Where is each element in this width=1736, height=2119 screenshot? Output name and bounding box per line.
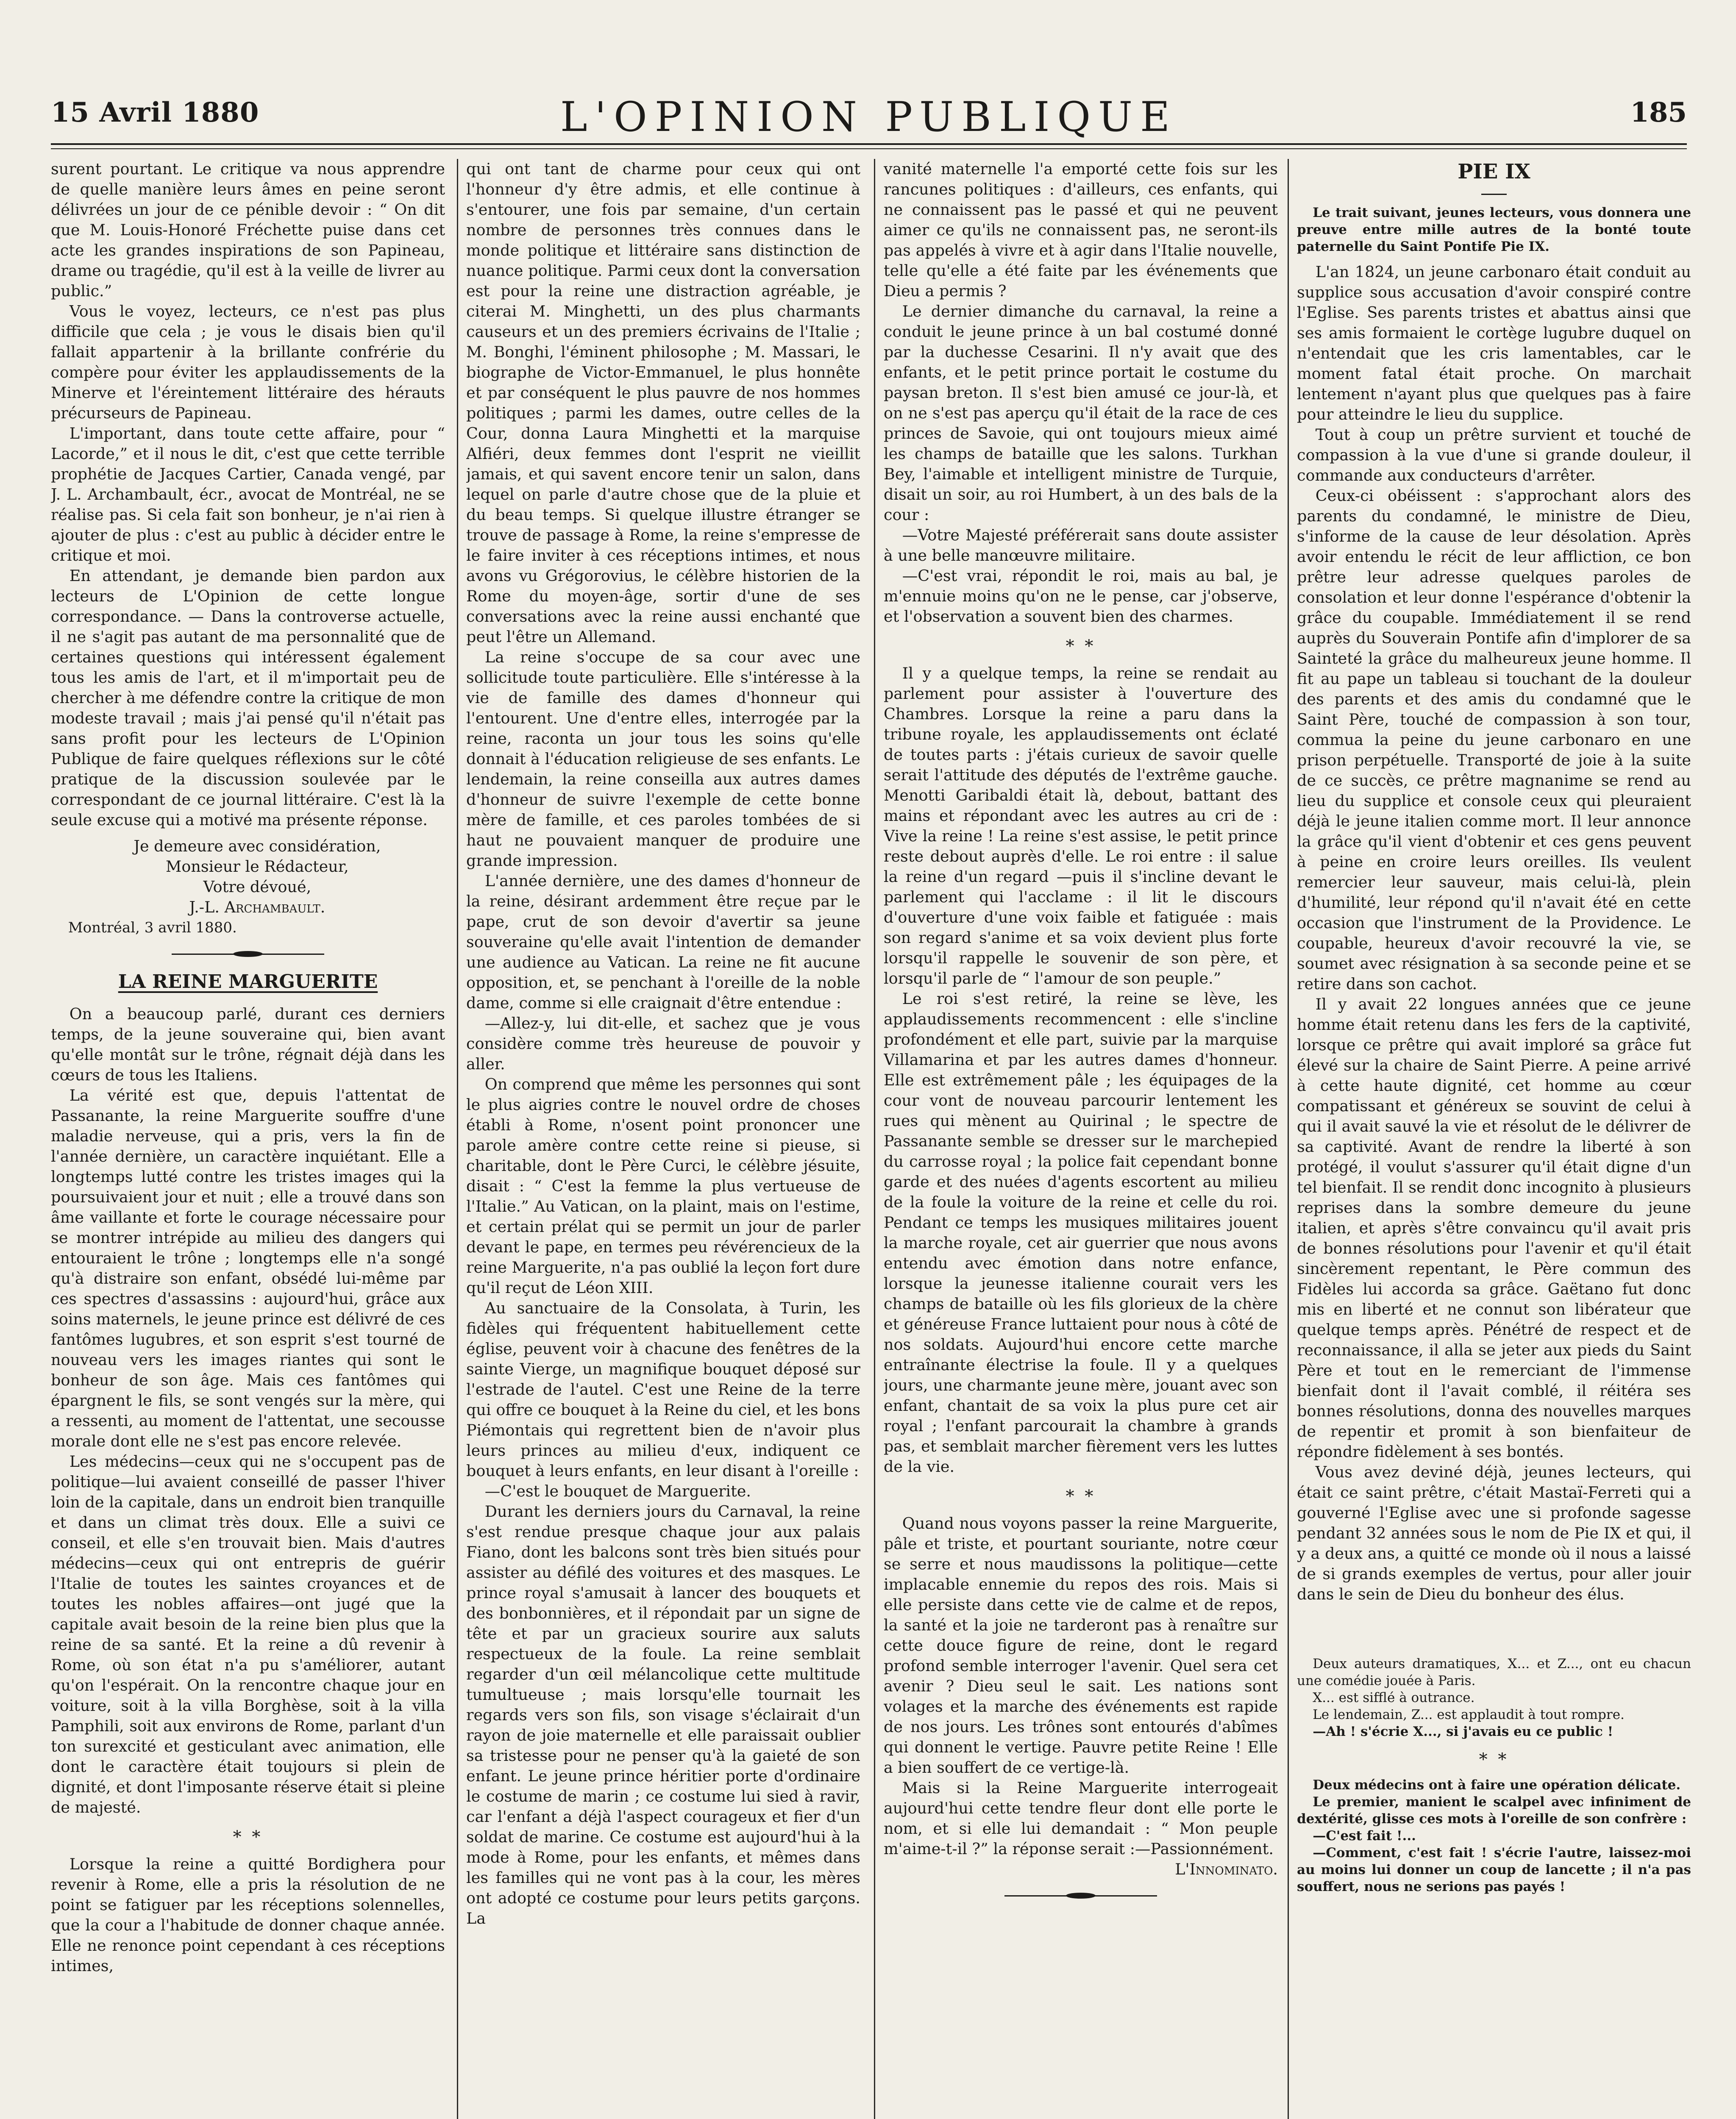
paragraph: —Comment, c'est fait ! s'écrie l'autre, laissez-moi au moins lui donner un coup de lancette ; il n'a pas souffert, nous ne serions pas payés ! [1297, 1845, 1691, 1894]
paragraph: —C'est fait !... [1313, 1828, 1416, 1844]
column-divider-3 [1288, 159, 1289, 2119]
asterism: * * [233, 1827, 263, 1847]
section-ornament [172, 951, 324, 957]
spacer [1297, 1605, 1691, 1655]
signature: J.-L. Archambault. [189, 898, 326, 916]
masthead [51, 89, 1687, 140]
paragraph: L'année dernière, une des dames d'honneur de la reine, désirant ardemment être reçue par le pape, crut de son devoir d'avertir sa jeune souveraine qu'elle avait l'intention de demander une audience au Vatican. La reine ne fit aucune opposition, et, se penchant à l'oreille de la noble dame, comme si elle craignait d'être entendue : [466, 872, 860, 1012]
paragraph: Au sanctuaire de la Consolata, à Turin, les fidèles qui fréquentent habituellement cette église, peuvent voir à chacune des fenêtres de la sainte Vierge, un magnifique bouquet déposé sur l'estrade de l'autel. C'est une Reine de la terre qui offre ce bouquet à la Reine du ciel, et les bons Piémontais qui regrettent bien de n'avoir plus leurs princes au milieu d'eux, indiquent ce bouquet à leurs enfants, en leur disant à l'oreille : [466, 1299, 860, 1480]
paragraph: vanité maternelle l'a emporté cette fois sur les rancunes politiques : d'ailleurs, ces enfants, qui ne connaissent pas le passé et qui ne peuvent aimer ce qu'ils ne connaissent pas, ne seront-ils pas appelés à vivre et à agir dans l'Italie nouvelle, telle qu'elle a été faite par les événements que Dieu a permis ? [884, 160, 1278, 300]
section-ornament [1004, 1892, 1157, 1899]
header-rule-top [51, 143, 1687, 145]
heading-rule [1481, 194, 1507, 195]
header-rule-bottom [51, 148, 1687, 149]
column-divider-1 [457, 159, 458, 2119]
paragraph: La vérité est que, depuis l'attentat de Passanante, la reine Marguerite souffre d'une maladie nerveuse, qui a pris, vers la fin de l'année dernière, un caractère inquiétant. Elle a longtemps lutté contre les tristes images qui la poursuivaient jour et nuit ; elle a trouvé dans son âme vaillante et forte le courage nécessaire pour se montrer intrépide au milieu des dangers qui entouraient le trône ; longtemps elle n'a songé qu'à distraire son enfant, obsédé lui-même par ces spectres d'assassins : aujourd'hui, grâce aux soins maternels, le jeune prince est délivré de ces fantômes lugubres, et son esprit s'est tourné de nouveau vers les images riantes qui sont le bonheur de son âge. Mais ces fantômes qui épargnent le fils, se sont vengés sur la mère, qui a ressenti, au moment de l'attentat, une secousse morale dont elle ne s'est pas encore relevée. [51, 1086, 445, 1450]
paragraph: Quand nous voyons passer la reine Marguerite, pâle et triste, et pourtant souriante, notre cœur se serre et nous maudissons la politique—cette implacable ennemie du repos des rois. Mais si elle persiste dans cette vie de calme et de repos, la santé et la joie ne tarderont pas à renaître sur cette douce figure de reine, dont le regard profond semble interroger l'avenir. Quel sera cet avenir ? Dieu seul le sait. Les nations sont volages et la marche des événements est rapide de nos jours. Les trônes sont entourés d'abîmes qui donnent le vertige. Pauvre petite Reine ! Elle a bien souffert de ce vertige-là. [884, 1514, 1278, 1777]
column-divider-2 [874, 159, 875, 2119]
paragraph: —C'est vrai, répondit le roi, mais au bal, je m'ennuie moins qu'on ne le pense, car j'observe, et l'observation a souvent bien des charmes. [884, 567, 1278, 626]
paragraph: Les médecins—ceux qui ne s'occupent pas de politique—lui avaient conseillé de passer l'hiver loin de la capitale, dans un endroit bien tranquille et dans un climat très doux. Elle a suivi ce conseil, et elle s'en trouvait bien. Mais d'autres médecins—ceux qui ont entrepris de guérir l'Italie de toutes les saintes croyances et de toutes les nobles affaires—ont jugé que la capitale avait besoin de la reine bien plus que la reine de sa santé. Et la reine a dû revenir à Rome, où son état n'a pu s'améliorer, autant qu'on l'espérait. On la rencontre chaque jour en voiture, soit à la villa Borghèse, soit à la villa Pamphili, soit aux environs de Rome, parlant d'un ton surexcité et gesticulant avec animation, elle dont le caractère était toujours si plein de dignité, et dont l'imposante réserve était si pleine de majesté. [51, 1452, 445, 1816]
article-heading: LA REINE MARGUERITE [118, 971, 378, 993]
paragraph: La reine s'occupe de sa cour avec une sollicitude toute particulière. Elle s'intéresse à la vie de famille des dames d'honneur qui l'entourent. Une d'entre elles, interrogée par la reine, raconta un jour tous les soins qu'elle donnait à l'éducation religieuse de ses enfants. Le lendemain, la reine conseilla aux autres dames d'honneur de suivre l'exemple de cette bonne mère de famille, et ces paroles tombées de si haut ne pouvaient manquer de produire une grande impression. [466, 648, 860, 870]
article-heading: PIE IX [1458, 160, 1530, 184]
paragraph: Deux auteurs dramatiques, X... et Z..., ont eu chacun une comédie jouée à Paris. [1297, 1656, 1691, 1688]
signature: L'Innominato. [1175, 1860, 1278, 1878]
paragraph: —Ah ! s'écrie X..., si j'avais eu ce public ! [1313, 1724, 1614, 1739]
anecdote-1 [1297, 1655, 1691, 1740]
paragraph: surent pourtant. Le critique va nous apprendre de quelle manière leurs âmes en peine seront délivrées un jour de ce pénible devoir : “ On dit que M. Louis-Honoré Fréchette puise dans cet acte les grandes inspirations de son Papineau, drame ou tragédie, qu'il est à la veille de livrer au public.” [51, 160, 445, 300]
intro-paragraph: Le trait suivant, jeunes lecteurs, vous donnera une preuve entre mille autres de la bonté toute paternelle du Saint Pontife Pie IX. [1297, 205, 1691, 254]
asterism: * * [1066, 1487, 1096, 1506]
paragraph: On a beaucoup parlé, durant ces derniers temps, de la jeune souveraine qui, bien avant qu'elle montât sur le trône, régnait déjà dans les cœurs de tous les Italiens. [51, 1005, 445, 1084]
paragraph: Mais si la Reine Marguerite interrogeait aujourd'hui cette tendre fleur dont elle porte le nom, et si elle lui demandait : “ Mon peuple m'aime-t-il ?” la réponse serait :—Passionnément. [884, 1779, 1278, 1858]
closing-line: Monsieur le Rédacteur, [166, 857, 349, 876]
paragraph: Le lendemain, Z... est applaudit à tout rompre. [1313, 1707, 1625, 1722]
paragraph: Durant les derniers jours du Carnaval, la reine s'est rendue presque chaque jour aux palais Fiano, dont les balcons sont très bien situés pour assister au défilé des voitures et des masques. Le prince royal s'amusait à lancer des bouquets et des bonbonnières, et il répondait par un signe de tête et par un gracieux sourire aux saluts respectueux de la foule. La reine semblait regarder d'un œil mélancolique cette multitude tumultueuse ; mais lorsqu'elle tournait les regards vers son fils, son visage s'éclairait d'un rayon de joie maternelle et elle paraissait oublier sa tristesse pour ne penser qu'à la gaieté de son enfant. Le jeune prince héritier porte d'ordinaire le costume de marin ; ce costume lui sied à ravir, car l'enfant a déjà l'aspect courageux et fier d'un soldat de marine. Ce costume est aujourd'hui à la mode à Rome, pour les enfants, et mêmes dans les familles qui ne vont pas à la cour, les mères ont adopté ce costume pour leurs petits garçons. La [466, 1502, 860, 1927]
paragraph: —C'est le bouquet de Marguerite. [484, 1482, 751, 1500]
closing-line: Votre dévoué, [203, 878, 312, 896]
paragraph: Le roi s'est retiré, la reine se lève, les applaudissements recommencent : elle s'incline profondément et elle part, suivie par la marquise Villamarina et par les autres dames d'honneur. Elle est extrêmement pâle ; les équipages de la cour vont de nouveau parcourir lentement les rues qui mènent au Quirinal ; le spectre de Passanante semble se dresser sur le marchepied du carrosse royal ; la police fait cependant bonne garde et des nuées d'agents escortent au milieu de la foule la voiture de la reine et celle du roi. Pendant ce temps les musiques militaires jouent la marche royale, cet air guerrier que nous avons entendu avec émotion dans notre enfance, lorsque la jeunesse italienne courait vers les champs de bataille où les fils glorieux de la chère et généreuse France luttaient pour nous à côté de nos soldats. Aujourd'hui encore cette marche entraînante électrise la foule. Il y a quelques jours, une charmante jeune mère, jouant avec son enfant, chantait de sa voix la plus pure cet air royal ; l'enfant parcourait la chambre à grands pas, et semblait marcher fièrement vers les luttes de la vie. [884, 990, 1278, 1476]
paragraph: L'important, dans toute cette affaire, pour “ Lacorde,” et il nous le dit, c'est que cette terrible prophétie de Jacques Cartier, Canada vengé, par J. L. Archambault, écr., avocat de Montréal, ne se réalise pas. Si cela fait son bonheur, je n'ai rien à ajouter de plus : c'est au public à décider entre le critique et moi. [51, 424, 445, 565]
paragraph: Il y a quelque temps, la reine se rendait au parlement pour assister à l'ouverture des Chambres. Lorsque la reine a paru dans la tribune royale, les applaudissements ont éclaté de toutes parts : j'étais curieux de savoir quelle serait l'attitude des députés de l'extrême gauche. Menotti Garibaldi était là, debout, battant des mains et répondant avec les autres au cri de : Vive la reine ! La reine s'est assise, le petit prince reste debout auprès d'elle. Le roi entre : il salue la reine d'un regard —puis il s'incline devant le parlement qui l'acclame : il lit le discours d'ouverture d'une voix faible et fatiguée : mais son regard s'anime et sa voix devient plus forte lorsqu'il rappelle le souvenir de son père, et lorsqu'il parle de “ l'amour de son peuple.” [884, 664, 1278, 987]
dateline: Montréal, 3 avril 1880. [68, 919, 237, 936]
column-1 [51, 159, 445, 2119]
newspaper-title: L'OPINION PUBLIQUE [560, 93, 1178, 141]
issue-date: 15 Avril 1880 [51, 97, 259, 128]
column-3 [884, 159, 1278, 2119]
paragraph: Vous avez deviné déjà, jeunes lecteurs, qui était ce saint prêtre, c'était Mastaï-Ferreti qui a gouverné l'Eglise avec une si profonde sagesse pendant 32 années sous le nom de Pie IX et qui, il y a deux ans, a quitté ce monde où il nous a laissé de si grands exemples de vertus, pour aller jouir dans le sein de Dieu du bonheur des élus. [1297, 1463, 1691, 1603]
paragraph: Le premier, manient le scalpel avec infiniment de dextérité, glisse ces mots à l'oreille de son confrère : [1297, 1794, 1691, 1827]
page-number: 185 [1630, 97, 1687, 128]
paragraph: X... est sifflé à outrance. [1313, 1690, 1475, 1705]
paragraph: —Allez-y, lui dit-elle, et sachez que je vous considère comme très heureuse de pouvoir y aller. [466, 1014, 860, 1073]
paragraph: Deux médecins ont à faire une opération délicate. [1313, 1777, 1681, 1793]
column-2 [466, 159, 860, 2119]
paragraph: On comprend que même les personnes qui sont le plus aigries contre le nouvel ordre de choses établi à Rome, n'osent point prononcer une parole amère contre cette reine si pieuse, si charitable, dont le Père Curci, le célèbre jésuite, disait : “ C'est la femme la plus vertueuse de l'Italie.” Au Vatican, on la plaint, mais on l'estime, et certain prélat qui se permit un jour de parler devant le pape, en termes peu révérencieux de la reine Marguerite, n'a pas oublié la leçon fort dure qu'il reçut de Léon XIII. [466, 1075, 860, 1297]
paragraph: Tout à coup un prêtre survient et touché de compassion à la vue d'une si grande douleur, il commande aux conducteurs d'arrêter. [1297, 425, 1691, 484]
anecdote-2 [1297, 1777, 1691, 1895]
paragraph: Vous le voyez, lecteurs, ce n'est pas plus difficile que cela ; je vous le disais bien qu'il fallait appartenir à la brillante confrérie du compère pour éviter les applaudissements de la Minerve et l'éreintement littéraire des hérauts précurseurs de Papineau. [51, 302, 445, 422]
paragraph: Il y avait 22 longues années que ce jeune homme était retenu dans les fers de la captivité, lorsque ce prêtre qui avait imploré sa grâce fut élevé sur la chaire de Saint Pierre. A peine arrivé à cette haute dignité, cet homme au cœur compatissant et généreux se souvint de celui à qui il avait sauvé la vie et résolut de le délivrer de sa captivité. Avant de rendre la liberté à son protégé, il voulut s'assurer qu'il était digne d'un tel bienfait. Il se rendit donc incognito à plusieurs reprises dans la sombre demeure du jeune italien, et après s'être convaincu qu'il avait pris de bonnes résolutions pour l'avenir et qu'il était sincèrement repentant, le Père commun des Fidèles lui accorda sa grâce. Gaëtano fut donc mis en liberté et ne connut son libérateur que quelque temps après. Pénétré de respect et de reconnaissance, il alla se jeter aux pieds du Saint Père et tout en le remerciant de l'immense bienfait dont il l'avait comblé, il réitéra ses bonnes résolutions, donna des nouvelles marques de repentir et promit à son bienfaiteur de répondre fidèlement à ses bontés. [1297, 995, 1691, 1461]
asterism: * * [1479, 1750, 1509, 1769]
paragraph: En attendant, je demande bien pardon aux lecteurs de L'Opinion de cette longue correspondance. — Dans la controverse actuelle, il ne s'agit pas autant de ma personnalité que de certaines questions qui intéressent également tous les amis de l'art, et il m'importait peu de chercher à me défendre contre la critique de mon modeste travail ; mais j'ai pensé qu'il n'était pas sans profit pour les lecteurs de L'Opinion Publique de faire quelques réflexions sur le côté pratique de la discussion soulevée par le correspondant de ce journal littéraire. C'est là la seule excuse qui a motivé ma présente réponse. [51, 567, 445, 829]
paragraph: Le dernier dimanche du carnaval, la reine a conduit le jeune prince à un bal costumé donné par la duchesse Cesarini. Il n'y avait que des enfants, et le petit prince portait le costume du paysan breton. Il s'est bien amusé ce jour-là, et on ne s'est pas aperçu qu'il était de la race de ces princes de Savoie, qui ont toujours mieux aimé les champs de bataille que les salons. Turkhan Bey, l'aimable et intelligent ministre de Turquie, disait un soir, au roi Humbert, à un des bals de la cour : [884, 302, 1278, 524]
closing-line: Je demeure avec considération, [134, 837, 381, 855]
paragraph: Ceux-ci obéissent : s'approchant alors des parents du condamné, le ministre de Dieu, s'informe de la cause de leur désolation. Après avoir entendu le récit de leur affliction, ce bon prêtre leur adresse quelques paroles de consolation et leur donne l'espérance d'obtenir la grâce du coupable. Immédiatement il se rend auprès du Souverain Pontife afin d'implorer de sa Sainteté la grâce du malheureux jeune homme. Il fit au pape un tableau si touchant de la douleur des parents et des amis du condamné que le Saint Père, touché de compassion à son tour, commua la peine du jeune carbonaro en une prison perpétuelle. Transporté de joie à la suite de ce succès, ce prêtre magnanime se rend au lieu du supplice et console ceux qui pleuraient déjà le jeune italien comme mort. Il leur annonce la grâce qu'il vient d'obtenir et ces gens peuvent à peine en croire leurs oreilles. Ils veulent remercier leur sauveur, mais celui-là, plein d'humilité, leur répond qu'il n'avait été en cette occasion que l'instrument de la Providence. Le coupable, heureux d'avoir recouvré la vie, se soumet avec résignation à sa seconde peine et se retire dans son cachot. [1297, 487, 1691, 993]
asterism: * * [1066, 637, 1096, 656]
paragraph: —Votre Majesté préférerait sans doute assister à une belle manœuvre militaire. [884, 526, 1278, 565]
paragraph: Lorsque la reine a quitté Bordighera pour revenir à Rome, elle a pris la résolution de ne point se fatiguer par les réceptions solennelles, que la cour a l'habitude de donner chaque année. Elle ne renonce point cependant à ces réceptions intimes, [51, 1855, 445, 1975]
paragraph: L'an 1824, un jeune carbonaro était conduit au supplice sous accusation d'avoir conspiré contre l'Eglise. Ses parents tristes et abattus ainsi que ses amis formaient le cortège lugubre duquel on n'entendait que les cris lamentables, car le moment fatal était proche. On marchait lentement n'ayant plus que quelques pas à faire pour atteindre le lieu du supplice. [1297, 263, 1691, 423]
column-4 [1297, 159, 1691, 2119]
paragraph: qui ont tant de charme pour ceux qui ont l'honneur d'y être admis, et elle continue à s'entourer, une fois par semaine, d'un certain nombre de personnes très connues dans le monde politique et littéraire sans distinction de nuance politique. Parmi ceux dont la conversation est pour la reine une distraction agréable, je citerai M. Minghetti, un des plus charmants causeurs et un des premiers écrivains de l'Italie ; M. Bonghi, l'éminent philosophe ; M. Massari, le biographe de Victor-Emmanuel, le plus honnête et par conséquent le plus pauvre de nos hommes politiques ; parmi les dames, outre celles de la Cour, donna Laura Minghetti et la marquise Alfiéri, deux femmes dont l'esprit ne vieillit jamais, et qui savent encore tenir un salon, dans lequel on parle d'autre chose que de la pluie et du beau temps. Si quelque illustre étranger se trouve de passage à Rome, la reine s'empresse de le faire inviter à ces réceptions intimes, et nous avons vu Grégorovius, le célèbre historien de la Rome du moyen-âge, sortir d'une de ses conversations avec la reine aussi enchanté que peut l'être un Allemand. [466, 160, 860, 646]
